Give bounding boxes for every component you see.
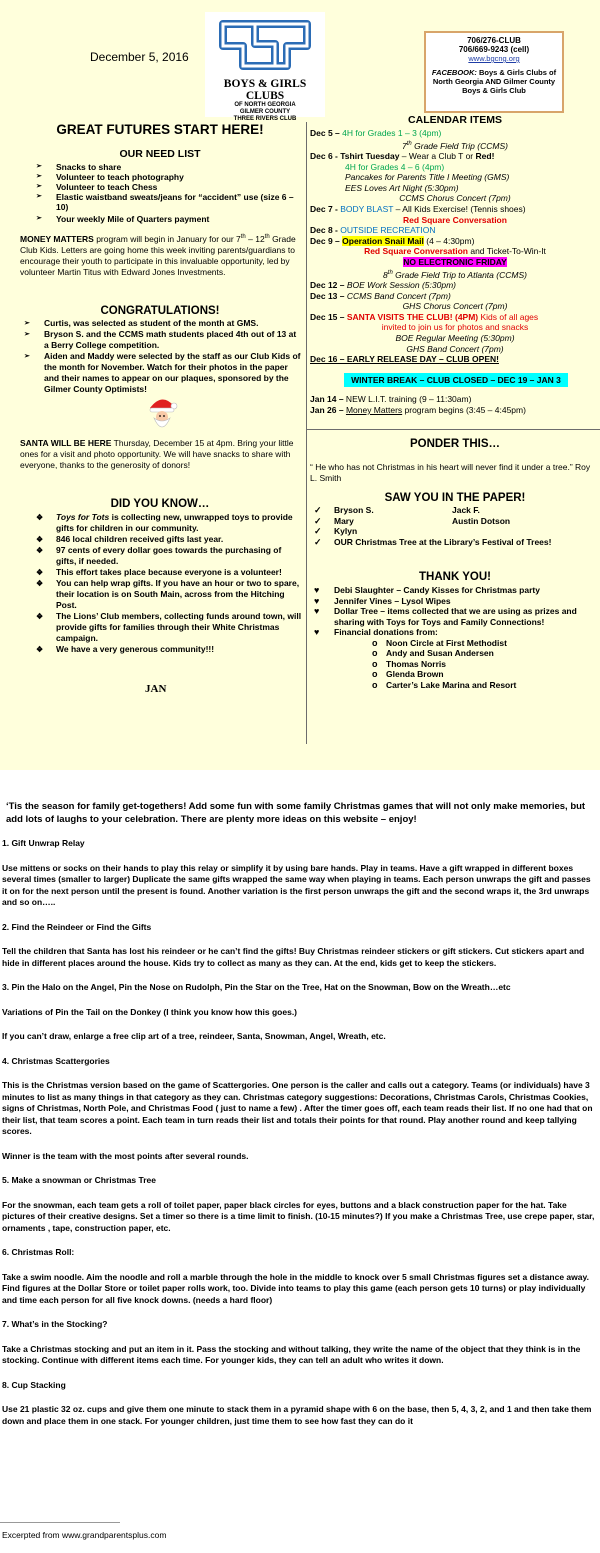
calendar-entry: EES Loves Art Night (5:30pm) bbox=[345, 182, 459, 193]
thanks-item: ♥ Jennifer Vines – Lysol Wipes bbox=[310, 596, 598, 607]
fact-item: ❖ 97 cents of every dollar goes towards the purchasing of gifts, if needed. bbox=[32, 545, 302, 567]
section-divider bbox=[306, 429, 600, 430]
congrats-item: ➢ Aiden and Maddy were selected by the staff as our Club Kids of the month for November. Watch for their photos in the paper and their names to appear on our plaques, sponsored by the Gilmer County Optimists! bbox=[20, 351, 302, 395]
calendar-entry: 7th Grade Field Trip (CCMS) bbox=[402, 140, 508, 151]
paper-item: ✓ OUR Christmas Tree at the Library’s Festival of Trees! bbox=[310, 537, 600, 548]
contact-box bbox=[424, 31, 564, 113]
paper-item: ✓ Kylyn bbox=[310, 526, 600, 537]
need-list-heading: OUR NEED LIST bbox=[119, 148, 201, 160]
winter-break-banner: WINTER BREAK – CLUB CLOSED – DEC 19 – JAN 3 bbox=[344, 373, 568, 387]
donor-item: o Noon Circle at First Methodist bbox=[372, 638, 598, 649]
logo-title: BOYS & GIRLS CLUBS bbox=[223, 78, 307, 102]
logo-club: THREE RIVERS CLUB bbox=[233, 116, 297, 122]
article-heading: 2. Find the Reindeer or Find the Gifts bbox=[2, 921, 152, 932]
article-heading: 5. Make a snowman or Christmas Tree bbox=[2, 1175, 157, 1185]
article-intro: ‘Tis the season for family get-togethers! Add some fun with some family Christmas games that will not only make memories, but add lots of laughs to your celebration. There are plenty more ideas on this website – enjoy! bbox=[6, 801, 586, 825]
article-paragraph: Use mittens or socks on their hands to play this relay or simplify it by using bare hands. Play in teams. Have a gift wrapped in different boxes several times (smaller to larger) Duplicate the same gifts wrapped the same way when playing in teams. Each person unwraps the gift and passes it on for the next person until the present is found. Another variation is the first person unwraps the gift and the second wraps it, the 3rd unwraps and so on….. bbox=[2, 862, 591, 907]
fact-item: ❖ 846 local children received gifts last year. bbox=[32, 534, 302, 545]
ponder-quote: “ He who has not Christmas in his heart will never find it under a tree.” Roy L. Smith bbox=[310, 462, 591, 483]
article-heading: 1. Gift Unwrap Relay bbox=[2, 838, 85, 848]
newsletter-panel bbox=[0, 0, 600, 770]
article-heading: 6. Christmas Roll: bbox=[2, 1247, 75, 1257]
fact-item: ❖ We have a very generous community!!! bbox=[32, 644, 302, 655]
need-list bbox=[32, 162, 302, 224]
calendar-entry: CCMS Chorus Concert (7pm) bbox=[399, 193, 511, 204]
calendar-entry: GHS Band Concert (7pm) bbox=[406, 343, 504, 354]
calendar-entry: Dec 7 - BODY BLAST – All Kids Exercise! (Tennis shoes) bbox=[310, 203, 526, 214]
need-item: ➢ Elastic waistband sweats/jeans for “accident” use (size 6 – 10) bbox=[32, 192, 302, 212]
paper-item: ✓ Mary Austin Dotson bbox=[310, 516, 600, 527]
calendar-entry: Pancakes for Parents Title I Meeting (GMS) bbox=[345, 172, 510, 183]
paper-item: ✓ Bryson S. Jack F. bbox=[310, 505, 600, 516]
santa-icon bbox=[146, 394, 178, 432]
saw-you-list bbox=[310, 505, 600, 547]
fact-item: ❖ The Lions’ Club members, collecting funds around town, will provide gifts for families through their White Christmas campaign. bbox=[32, 611, 302, 644]
thanks-item: ♥ Debi Slaughter – Candy Kisses for Christmas party bbox=[310, 585, 598, 596]
article-paragraph: This is the Christmas version based on the game of Scattergories. One person is the caller and calls out a category. Teams (or individuals) have 3 minutes to list as many things in that category as they can. Christmas category suggestions: Decorations, Christmas Carols, Christmas Cookies, signs of Christmas, North Pole, and Christmas Food ( just to name a few) . After the timer goes off, each team reads their list. If no one had that on their list, that team scores a point. Each team in turn reads their list and totals their points for that round. Play another round and keep tallying scores. bbox=[2, 1080, 593, 1136]
boys-girls-clubs-logo-icon bbox=[213, 14, 317, 76]
calendar-entry: GHS Chorus Concert (7pm) bbox=[402, 301, 508, 312]
calendar-entry: Dec 9 – Operation Snail Mail (4 – 4:30pm) bbox=[310, 235, 475, 246]
fact-item: ❖ This effort takes place because everyone is a volunteer! bbox=[32, 567, 302, 578]
donor-item: o Thomas Norris bbox=[372, 659, 598, 670]
need-item: ➢ Your weekly Mile of Quarters payment bbox=[32, 214, 302, 224]
column-divider bbox=[306, 122, 307, 744]
calendar-heading: CALENDAR ITEMS bbox=[408, 114, 502, 126]
calendar-entry: Dec 13 – CCMS Band Concert (7pm) bbox=[310, 290, 451, 301]
article-paragraph: Tell the children that Santa has lost his reindeer or he can’t find the gifts! Buy Christmas reindeer stickers or gift stickers. Cut stickers apart and hide in different places around the house. Kids try to collect as many as they can. At the end, kids get to keep the stickers. bbox=[2, 946, 585, 968]
congratulations-list bbox=[20, 318, 302, 395]
calendar-list bbox=[310, 128, 600, 365]
donor-item: o Glenda Brown bbox=[372, 669, 598, 680]
footer-rule bbox=[0, 1522, 120, 1523]
santa-paragraph: SANTA WILL BE HERE Thursday, December 15 at 4pm. Bring your little ones for a visit and photo opportunity. We will have snacks to share with everyone, thanks to the generosity of donors! bbox=[20, 438, 294, 470]
january-list bbox=[310, 394, 600, 416]
need-item: ➢ Volunteer to teach photography bbox=[32, 172, 302, 182]
logo-county: GILMER COUNTY bbox=[239, 109, 291, 115]
article-paragraph: Take a Christmas stocking and put an item in it. Pass the stocking and without talking, they write the name of the object that they think is in the stocking. Continue with different items each time. For younger kids, they can tell an adult who writes it down. bbox=[2, 1343, 581, 1365]
need-item: ➢ Snacks to share bbox=[32, 162, 302, 172]
did-you-know-list bbox=[32, 512, 302, 655]
calendar-entry: NO ELECTRONIC FRIDAY bbox=[403, 256, 507, 267]
congrats-item: ➢ Curtis, was selected as student of the month at GMS. bbox=[20, 318, 302, 329]
calendar-entry: Red Square Conversation bbox=[403, 214, 507, 225]
calendar-entry: Jan 26 – Money Matters program begins (3:45 – 4:45pm) bbox=[310, 405, 526, 415]
article-paragraph: Take a swim noodle. Aim the noodle and roll a marble through the hole in the middle to knock over 5 small Christmas figures set a distance away. Find figures at the Dollar Store or toilet paper rolls work, too. Divide into teams to play this game (each person gets 10 turns) or play individually and time each person for all five knock downs. (needs a hard floor) bbox=[2, 1271, 589, 1305]
need-item: ➢ Volunteer to teach Chess bbox=[32, 182, 302, 192]
calendar-entry: Jan 14 – NEW L.I.T. training (9 – 11:30am) bbox=[310, 394, 472, 404]
ponder-heading: PONDER THIS… bbox=[409, 438, 501, 450]
calendar-entry: Dec 12 – BOE Work Session (5:30pm) bbox=[310, 279, 456, 290]
calendar-entry: Dec 5 – 4H for Grades 1 – 3 (4pm) bbox=[310, 128, 442, 138]
article-heading: 4. Christmas Scattergories bbox=[2, 1055, 110, 1066]
calendar-entry: BOE Regular Meeting (5:30pm) bbox=[395, 332, 515, 343]
fact-item: ❖ Toys for Tots is collecting new, unwrapped toys to provide gifts for children in our community. bbox=[32, 512, 302, 534]
logo-subtitle: OF NORTH GEORGIA bbox=[234, 102, 296, 108]
thank-you-heading: THANK YOU! bbox=[419, 571, 491, 583]
article-heading: 7. What’s in the Stocking? bbox=[2, 1319, 108, 1329]
donor-item: o Carter’s Lake Marina and Resort bbox=[372, 680, 598, 691]
phone-cell: 706/669-9243 (cell) bbox=[458, 45, 530, 54]
calendar-entry: Dec 16 – EARLY RELEASE DAY – CLUB OPEN! bbox=[310, 354, 499, 365]
phone-club: 706/276-CLUB bbox=[467, 36, 521, 45]
donor-item: o Andy and Susan Andersen bbox=[372, 648, 598, 659]
money-matters-paragraph: MONEY MATTERS program will begin in January for our 7th – 12th Grade Club Kids. Letters are going home this week inviting parents/guardians to encourage their youth to participate in this invaluable opportunity, led by volunteer Martin Titus with Edward Jones Investments. bbox=[20, 233, 296, 277]
club-logo bbox=[205, 12, 325, 122]
thank-you-list bbox=[310, 585, 598, 690]
facebook-label: FACEBOOK: bbox=[431, 68, 477, 77]
website-link[interactable]: www.bgcng.org bbox=[468, 54, 520, 63]
congratulations-heading: CONGRATULATIONS! bbox=[100, 305, 220, 317]
facebook-info bbox=[426, 68, 562, 95]
did-you-know-heading: DID YOU KNOW… bbox=[110, 498, 210, 510]
article-paragraph: For the snowman, each team gets a roll of toilet paper, paper black circles for eyes, buttons and a black construction paper for the hat. Take pictures of their creative designs. Set a timer so there is a time limit to finish. (10-15 minutes?) If you make a Christmas Tree, use crepe paper, star, ornaments , tape, construction paper, etc. bbox=[2, 1199, 595, 1233]
article-paragraph: If you can’t draw, enlarge a free clip art of a tree, reindeer, Santa, Snowman, Angel, Wreath, etc. bbox=[2, 1031, 386, 1041]
calendar-entry: Dec 8 - OUTSIDE RECREATION bbox=[310, 225, 436, 236]
signature: JAN bbox=[145, 683, 167, 695]
congrats-item: ➢ Bryson S. and the CCMS math students placed 4th out of 13 at a Berry College competition. bbox=[20, 329, 302, 351]
calendar-entry: Dec 15 – SANTA VISITS THE CLUB! (4PM) Kids of all ages bbox=[310, 311, 539, 322]
donor-list bbox=[334, 638, 598, 691]
facebook-text: Boys & Girls Clubs of North Georgia AND Gilmer County Boys & Girls Club bbox=[432, 68, 557, 95]
calendar-entry: 4H for Grades 4 – 6 (4pm) bbox=[345, 161, 445, 172]
thanks-item: ♥ Financial donations from: o Noon Circle at First Methodist o Andy and Susan Andersen o Thomas Norris o Glenda Brown o Carter’s Lake Marina and Resort bbox=[310, 627, 598, 690]
article-heading: 3. Pin the Halo on the Angel, Pin the Nose on Rudolph, Pin the Star on the Tree, Hat on the Snowman, Bow on the Wreath…etc bbox=[2, 982, 511, 992]
saw-you-heading: SAW YOU IN THE PAPER! bbox=[384, 492, 526, 504]
calendar-entry: Dec 6 - Tshirt Tuesday – Wear a Club T or Red! bbox=[310, 151, 495, 162]
article-paragraph: Winner is the team with the most points after several rounds. bbox=[2, 1150, 249, 1161]
fact-item: ❖ You can help wrap gifts. If you have an hour or two to spare, their location is on South Main, across from the Hitching Post. bbox=[32, 578, 302, 611]
calendar-entry: 8th Grade Field Trip to Atlanta (CCMS) bbox=[383, 269, 527, 280]
article-heading: 8. Cup Stacking bbox=[2, 1379, 66, 1390]
calendar-entry: Red Square Conversation and Ticket-To-Win-It bbox=[364, 246, 546, 257]
article-paragraph: Use 21 plastic 32 oz. cups and give them one minute to stack them in a pyramid shape with 6 on the base, then 5, 4, 3, 2, and 1 and then take them down and place them in one stack. For younger children, just time them to see how fast they can do it bbox=[2, 1404, 592, 1426]
calendar-entry: invited to join us for photos and snacks bbox=[381, 322, 529, 333]
newsletter-date: December 5, 2016 bbox=[90, 50, 189, 64]
article-paragraph: Variations of Pin the Tail on the Donkey (I think you know how this goes.) bbox=[2, 1006, 298, 1017]
games-article bbox=[2, 800, 598, 1427]
footer-source: Excerpted from www.grandparentsplus.com bbox=[2, 1530, 167, 1540]
thanks-item: ♥ Dollar Tree – items collected that we are using as prizes and sharing with Toys for Toys and Family Connections! bbox=[310, 606, 598, 627]
great-futures-heading: GREAT FUTURES START HERE! bbox=[56, 122, 264, 137]
